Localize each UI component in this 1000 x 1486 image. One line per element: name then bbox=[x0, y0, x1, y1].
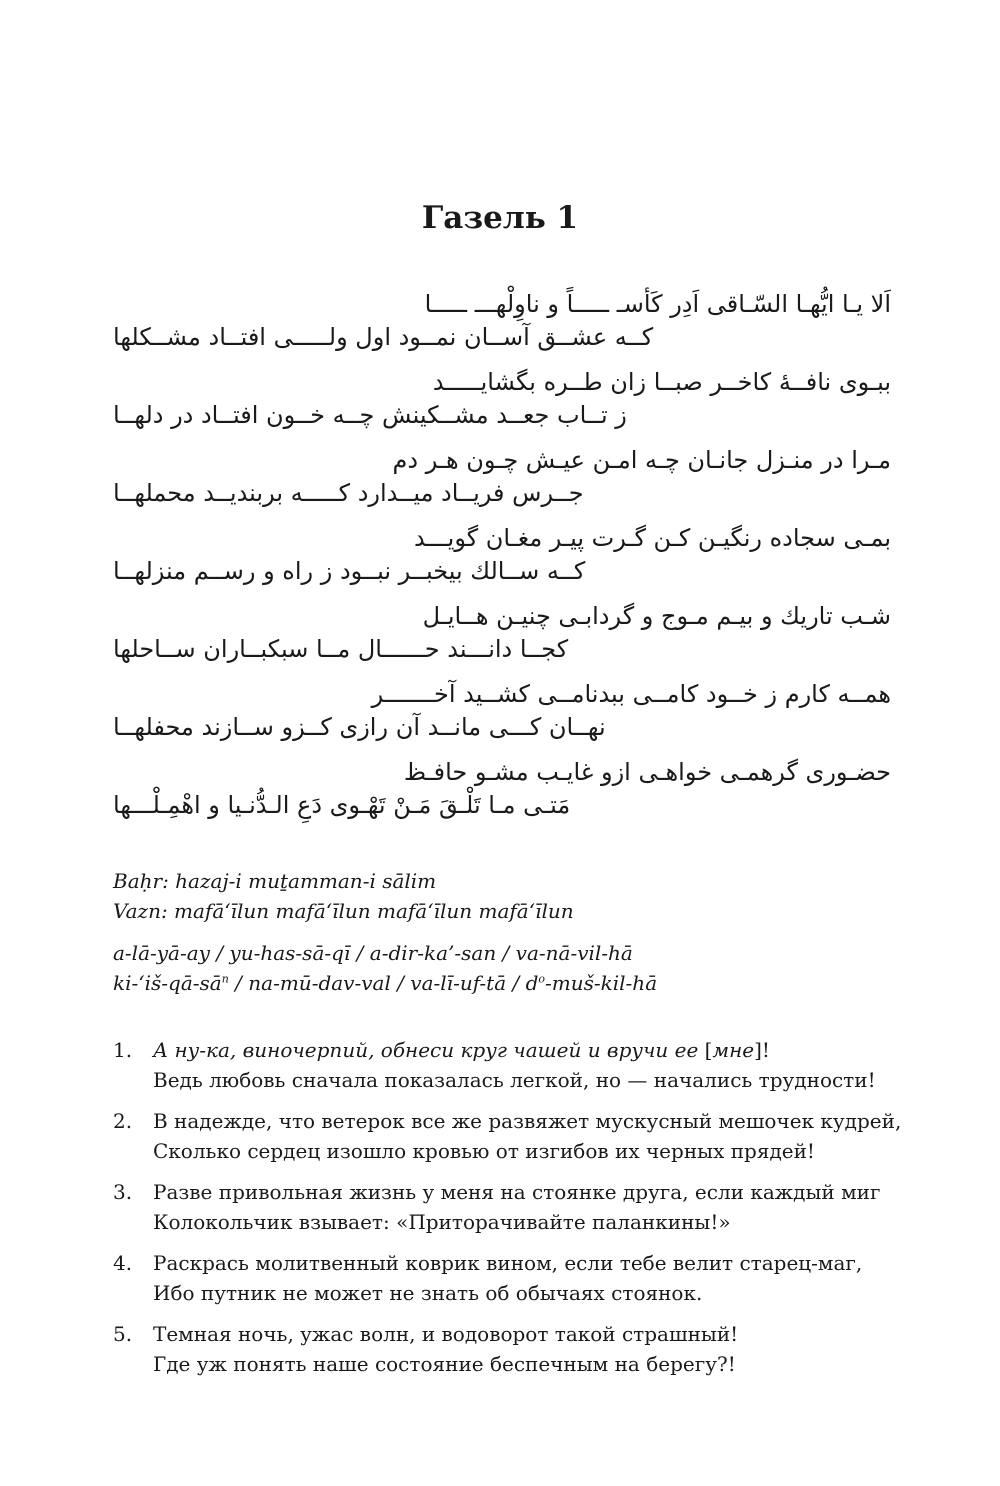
translation-line-2: Сколько сердец изошло кровью от изгибов их черных прядей! bbox=[153, 1139, 815, 1163]
bayt-7 bbox=[113, 756, 891, 834]
translation-italic-text: А ну-ка, виночерпий, обнеси круг чашей и вручи ее bbox=[153, 1038, 699, 1062]
translation-line-1: В надежде, что ветерок все же развяжет мускусный мешочек кудрей, bbox=[153, 1109, 902, 1133]
translation-line-2: Колокольчик взывает: «Приторачивайте паланкины!» bbox=[153, 1210, 731, 1234]
translation-line-2: Ибо путник не может не знать об обычаях стоянок. bbox=[153, 1281, 703, 1305]
scansion-superscript: o bbox=[538, 972, 546, 986]
hemistich-3b: جــرس فريــاد ميــدارد كـــــه بربنديــد محملهــا bbox=[113, 479, 584, 507]
item-number: 1. bbox=[113, 1038, 133, 1062]
translation-item bbox=[113, 1035, 903, 1095]
item-number: 5. bbox=[113, 1322, 133, 1346]
hemistich-4a: بمـى سجاده رنگيـن كـن گـرت پيـر مغـان گويـــد bbox=[413, 524, 891, 552]
translation-line-2: Ведь любовь сначала показалась легкой, но — начались трудности! bbox=[153, 1068, 876, 1092]
bahr-line bbox=[113, 866, 893, 896]
bayt-1 bbox=[113, 288, 891, 366]
hemistich-3a: مـرا در منـزل جانـان چـه امـن عيـش چـون هـر دم bbox=[392, 446, 891, 474]
scansion-part: -muš-kil-hā bbox=[545, 971, 658, 995]
bayt-5 bbox=[113, 600, 891, 678]
translation-item bbox=[113, 1177, 903, 1237]
hemistich-6a: همــه كارم ز خــود كامــى ببدنامــى كشــيد آخـــــــر bbox=[371, 680, 891, 708]
hemistich-2b: ز تــاب جعــد مشــكينش چــه خــون افتــاد در دلهــا bbox=[113, 401, 627, 429]
hemistich-1b: كــه عشــق آســان نمــود اول ولـــــى افتــاد مشــكلها bbox=[113, 323, 654, 351]
hemistich-4b: كــه ســالك بيخبــر نبــود ز راه و رســم منزلهــا bbox=[113, 557, 586, 585]
meter-block bbox=[113, 866, 893, 926]
hemistich-6b: نهــان كـــى مانــد آن رازى كــزو ســازند محفلهــا bbox=[113, 713, 606, 741]
translation-list bbox=[113, 1035, 903, 1390]
scansion-part: ki-‘iš-qā-sā bbox=[113, 971, 222, 995]
vazn-label: Vazn: bbox=[113, 899, 168, 923]
translation-line-1: Темная ночь, ужас волн, и водоворот такой страшный! bbox=[153, 1322, 739, 1346]
translation-line-1: Раскрась молитвенный коврик вином, если тебе велит старец-маг, bbox=[153, 1251, 863, 1275]
bahr-label: Baḥr: bbox=[113, 869, 169, 893]
hemistich-7b: مَتـى مـا تَلْـقَ مَـنْ تَهْـوى دَعِ الـدُّنـيا و اهْمِـلْـــها bbox=[113, 791, 571, 819]
item-number: 4. bbox=[113, 1251, 133, 1275]
hemistich-1a: اَلا يـا ايُّهـا السّـاقى اَدِر كَأسـ ـــــاً و ناوِلْهـــ ـــــا bbox=[424, 290, 891, 318]
item-number: 3. bbox=[113, 1180, 133, 1204]
vazn-line bbox=[113, 896, 893, 926]
bayt-2 bbox=[113, 366, 891, 444]
hemistich-7a: حضـورى گرهمـى خواهـى ازو غايـب مشـو حافـظ bbox=[403, 758, 891, 786]
scansion-line-2 bbox=[113, 968, 893, 998]
bracket-open: [ bbox=[698, 1038, 713, 1062]
hemistich-5a: شـب تاريك و بيـم مـوج و گردابـى چنيـن هــايـل bbox=[422, 602, 891, 630]
bayt-6 bbox=[113, 678, 891, 756]
bracket-insert: мне bbox=[712, 1038, 755, 1062]
poem-text bbox=[113, 288, 891, 834]
hemistich-5b: كجــا دانـــند حــــــال مــا سبكبــاران ســاحلها bbox=[113, 635, 569, 663]
translation-line-1 bbox=[153, 1035, 903, 1065]
bahr-value: hazaj-i muṯamman-i sālim bbox=[175, 869, 437, 893]
translation-item bbox=[113, 1106, 903, 1166]
scansion-line-1: a-lā-yā-ay / yu-has-sā-qī / a-dir-ka’-san / va-nā-vil-hā bbox=[113, 941, 633, 965]
bayt-3 bbox=[113, 444, 891, 522]
item-number: 2. bbox=[113, 1109, 133, 1133]
hemistich-2a: ببـوى نافــهٔ كاخــر صبــا زان طــره بگشايـــــد bbox=[432, 368, 891, 396]
vazn-value: mafā‘īlun mafā‘īlun mafā‘īlun mafā‘īlun bbox=[174, 899, 574, 923]
page-title: Газель 1 bbox=[421, 200, 579, 236]
translation-item bbox=[113, 1319, 903, 1379]
translation-item bbox=[113, 1248, 903, 1308]
translation-line-1: Разве привольная жизнь у меня на стоянке друга, если каждый миг bbox=[153, 1180, 881, 1204]
scansion-block bbox=[113, 938, 893, 998]
scansion-superscript: n bbox=[221, 972, 229, 986]
bracket-close: ]! bbox=[754, 1038, 770, 1062]
scansion-part: / na-mū-dav-val / va-lī-uf-tā / d bbox=[228, 971, 539, 995]
bayt-4 bbox=[113, 522, 891, 600]
translation-line-2: Где уж понять наше состояние беспечным на берегу?! bbox=[153, 1352, 736, 1376]
